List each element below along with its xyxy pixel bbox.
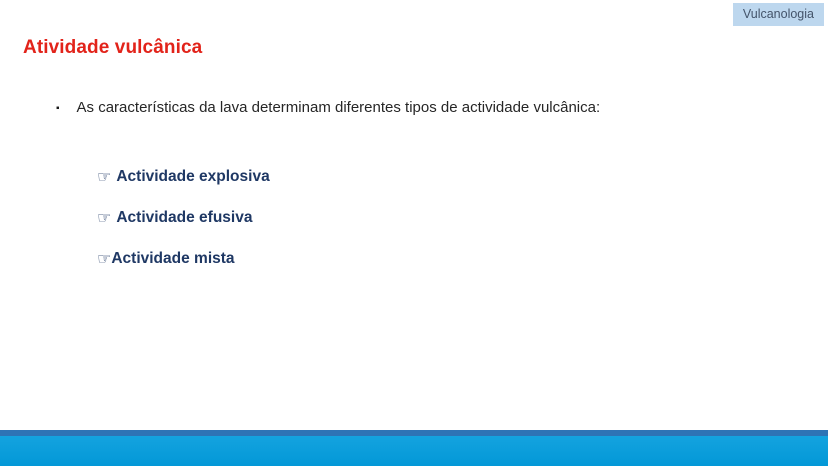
list-item-label: Actividade efusiva [116, 209, 253, 226]
footer-band [0, 436, 828, 466]
corner-tab [733, 3, 824, 26]
list-item-label: Actividade explosiva [116, 168, 270, 185]
list-item [97, 207, 270, 230]
pointing-hand-icon: ☞ [97, 169, 112, 186]
corner-tab-label: Vulcanologia [742, 7, 814, 21]
bullet-row [56, 97, 600, 120]
pointing-hand-icon: ☞ [97, 210, 112, 227]
square-bullet-icon: ▪ [56, 103, 60, 114]
bullet-text: As características da lava determinam diferentes tipos de actividade vulcânica: [76, 99, 601, 116]
list-item-label: Actividade mista [111, 250, 235, 267]
list-item [97, 166, 270, 189]
list-item [97, 248, 270, 271]
activity-list [97, 166, 270, 289]
pointing-hand-icon: ☞ [97, 251, 112, 268]
page-title: Atividade vulcânica [23, 37, 203, 58]
